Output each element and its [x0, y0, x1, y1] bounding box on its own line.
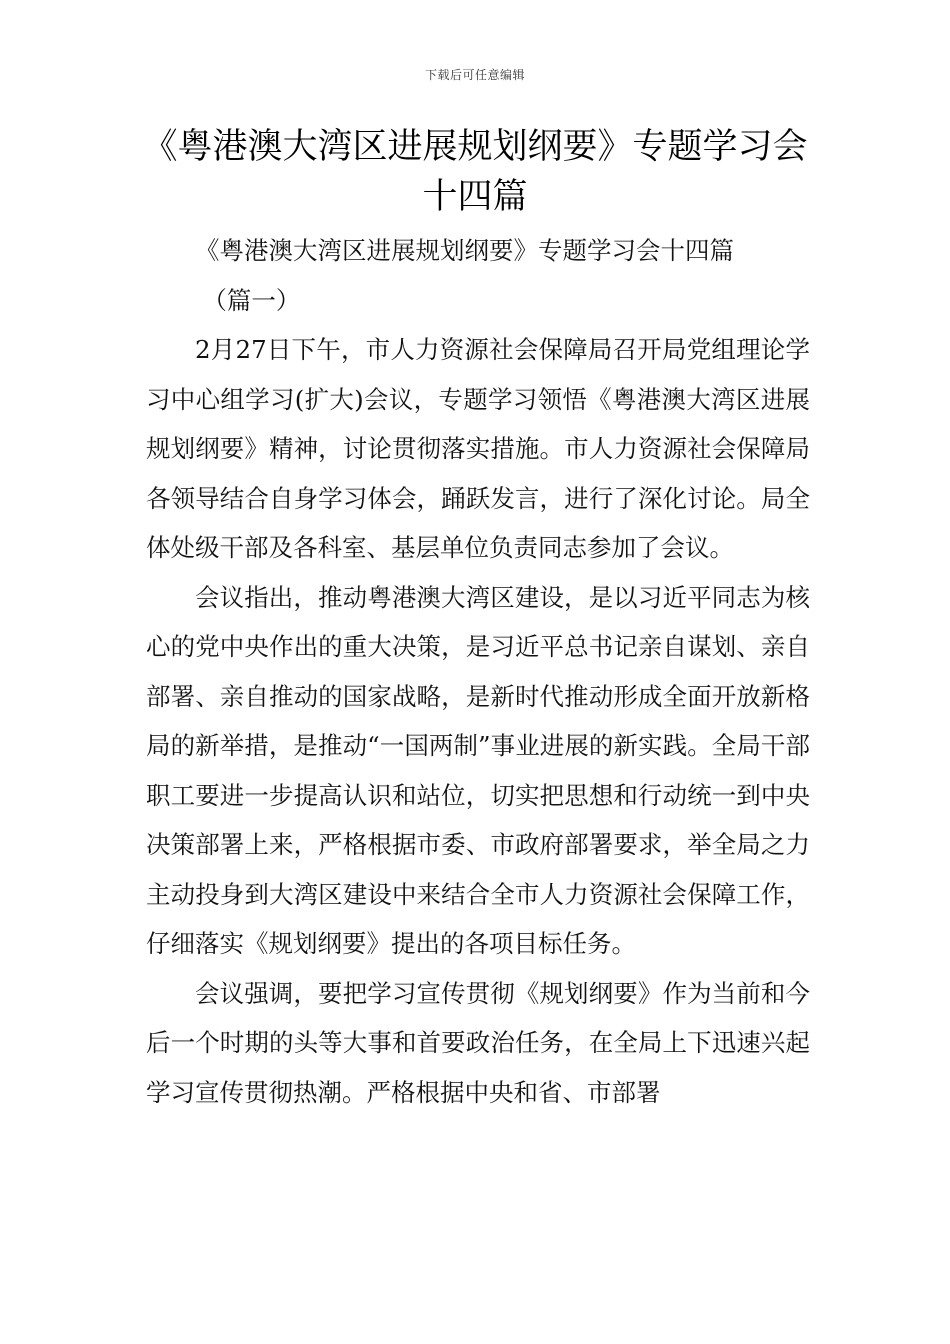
- document-title: 《粤港澳大湾区进展规划纲要》专题学习会十四篇: [142, 127, 808, 217]
- document-body: [146, 226, 810, 1117]
- paragraph-3: 会议强调，要把学习宣传贯彻《规划纲要》作为当前和今后一个时期的头等大事和首要政治任务，在全局上下迅速兴起学习宣传贯彻热潮。严格根据中央和省、市部署: [146, 978, 810, 1107]
- section-label: （篇一）: [202, 285, 301, 315]
- document-subtitle: 《粤港澳大湾区进展规划纲要》专题学习会十四篇: [195, 236, 734, 265]
- paragraph-2: 会议指出，推动粤港澳大湾区建设，是以习近平同志为核心的党中央作出的重大决策，是习近平总书记亲自谋划、亲自部署、亲自推动的国家战略，是新时代推动形成全面开放新格局的新举措，是推动“一国两制”事业进展的新实践。全局干部职工要进一步提高认识和站位，切实把思想和行动统一到中央决策部署上来，严格根据市委、市政府部署要求，举全局之力主动投身到大湾区建设中来结合全市人力资源社会保障工作，仔细落实《规划纲要》提出的各项目标任务。: [146, 582, 810, 958]
- header-note: 下载后可任意编辑: [424, 68, 525, 82]
- paragraph-1: 2月27日下午，市人力资源社会保障局召开局党组理论学习中心组学习(扩大)会议，专题学习领悟《粤港澳大湾区进展规划纲要》精神，讨论贯彻落实措施。市人力资源社会保障局各领导结合自身学习体会，踊跃发言，进行了深化讨论。局全体处级干部及各科室、基层单位负责同志参加了会议。: [146, 335, 810, 562]
